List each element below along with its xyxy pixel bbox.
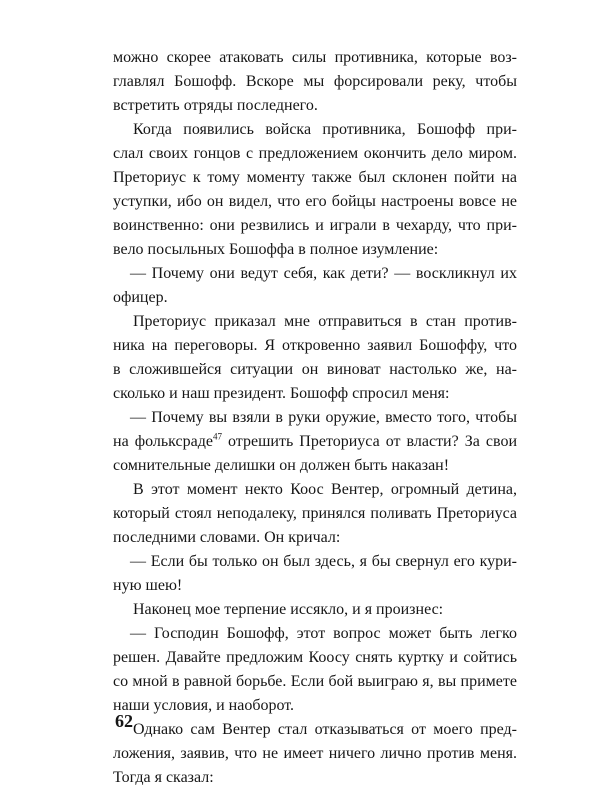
text-line: решен. Давайте предложим Коосу снять куртку и сойтись xyxy=(113,649,517,666)
dialogue-line: — Почему вы взяли в руки оружие, вместо того, чтобы xyxy=(130,409,517,426)
text-line: встретить отряды последнего. xyxy=(113,97,318,114)
text-line: который стоял неподалеку, принялся поливать Преториуса xyxy=(113,505,517,522)
text-line: сколько и наш президент. Бошофф спросил меня: xyxy=(113,385,450,402)
paragraph-start-line: В этот момент некто Коос Вентер, огромный детина, xyxy=(133,481,517,498)
dialogue-line: — Господин Бошофф, этот вопрос может быть легко xyxy=(130,625,517,642)
paragraph-start-line: Когда появились войска противника, Бошофф при- xyxy=(133,121,517,138)
text-line: можно скорее атаковать силы противника, которые воз- xyxy=(113,49,517,66)
text-line: слал своих гонцов с предложением окончить дело миром. xyxy=(113,145,517,162)
footnote-trail-text: отрешить Преториуса от власти? За свои xyxy=(221,433,518,450)
text-line: главлял Бошофф. Вскоре мы форсировали реку, чтобы xyxy=(113,73,517,90)
text-line: офицер. xyxy=(113,289,168,306)
paragraph-start-line: Преториус приказал мне отправиться в стан против- xyxy=(133,313,517,330)
footnote-marker[interactable]: 47 xyxy=(212,431,222,442)
dialogue-line: — Если бы только он был здесь, я бы свернул его кури- xyxy=(130,553,517,570)
text-line: со мной в равной борьбе. Если бой выиграю я, вы примете xyxy=(113,673,517,690)
text-line: наши условия, и наоборот. xyxy=(113,697,295,714)
text-line: сомнительные делишки он должен быть наказан! xyxy=(113,457,450,474)
footnote-lead-text: на фольксраде xyxy=(113,433,213,450)
text-line: уступки, ибо он видел, что его бойцы настроены вовсе не xyxy=(113,193,517,210)
paragraph-start-line: Однако сам Вентер стал отказываться от моего пред- xyxy=(133,721,517,738)
text-line: последними словами. Он кричал: xyxy=(113,529,341,546)
text-line: ную шею! xyxy=(113,577,183,594)
text-line: в сложившейся ситуации он виноват настолько же, на- xyxy=(113,361,517,378)
text-line: Тогда я сказал: xyxy=(113,769,214,786)
dialogue-line: — Почему они ведут себя, как дети? — воскликнул их xyxy=(130,265,517,282)
text-line: ложения, заявив, что не имеет ничего лично против меня. xyxy=(113,745,517,762)
text-line-with-footnote xyxy=(113,430,517,454)
text-line: воинственно: они резвились и играли в чехарду, что при- xyxy=(113,217,517,234)
paragraph-start-line: Наконец мое терпение иссякло, и я произнес: xyxy=(133,601,444,618)
text-line: Преториус к тому моменту также был склонен пойти на xyxy=(113,169,517,186)
text-line: ника на переговоры. Я откровенно заявил Бошоффу, что xyxy=(113,337,517,354)
body-text xyxy=(113,46,517,790)
page-number: 62 xyxy=(115,711,133,731)
text-line: вело посыльных Бошоффа в полное изумление: xyxy=(113,241,439,258)
